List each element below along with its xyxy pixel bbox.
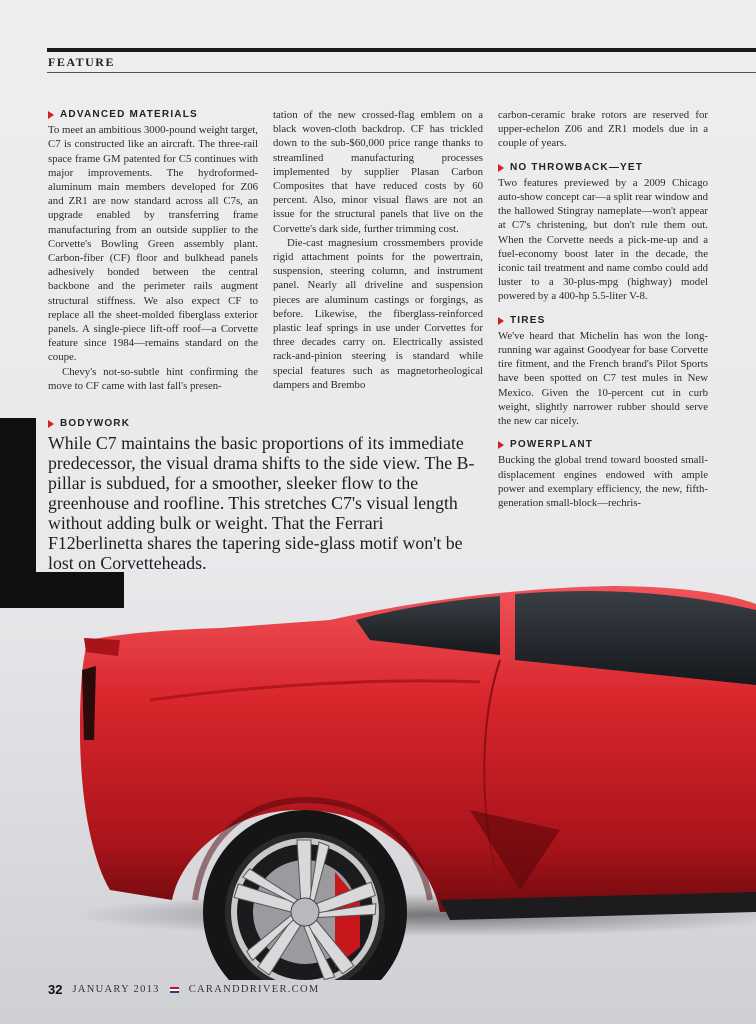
page-number: 32 xyxy=(48,982,63,997)
issue-date: JANUARY 2013 xyxy=(72,984,160,995)
subhead-tires: TIRES xyxy=(498,314,708,328)
paragraph: To meet an ambitious 3000-pound weight target, C7 is constructed like an aircraft. The three-rail space frame GM patented for C5 continues with major improvements. The hydroformed-aluminum main members developed for Z06 and ZR1 are now standard across all C7s, an upgrade enabled by transferring frame manufacturing from an outside supplier to the Corvette's Bowling Green assembly plant. Carbon-fiber (CF) floor and bulkhead panels adhesively bonded between the central backbone and the perimeter rails augment structural stiffness. We also expect CF to replace all the sheet-molded fiberglass exterior panels. A single-piece lift-off roof—a Corvette feature since 1984—remains standard on the coupe. xyxy=(48,124,258,364)
website: CARANDDRIVER.COM xyxy=(188,984,320,995)
rear-wheel xyxy=(203,810,407,980)
paragraph: carbon-ceramic brake rotors are reserved for upper-echelon Z06 and ZR1 models due in a couple of years. xyxy=(498,109,708,150)
corvette-photo xyxy=(0,560,756,980)
subhead-bodywork: BODYWORK xyxy=(48,418,478,429)
flag-icon xyxy=(170,987,179,993)
section-label: FEATURE xyxy=(48,55,115,69)
column-3 xyxy=(498,108,708,510)
subhead-no-throwback: NO THROWBACK—YET xyxy=(498,161,708,175)
page-footer xyxy=(48,982,320,997)
paragraph: tation of the new crossed-flag emblem on a black woven-cloth backdrop. CF has trickled down to the sub-$60,000 price range thanks to streamlined manufacturing processes implemented by supplier Plasan Carbon Composites that have reduced costs by 60 percent. Also, minor visual flaws are not an issue for the structural panels that live on the Corvette's dark side, further trimming cost. xyxy=(273,109,483,235)
triangle-bullet-icon xyxy=(498,164,504,172)
column-2 xyxy=(273,108,483,392)
column-1 xyxy=(48,108,258,393)
paragraph: Two features previewed by a 2009 Chicago auto-show concept car—a split rear window and the hallowed Stingray nameplate—won't appear at C7's christening, but don't rule them out. When the Corvette needs a pick-me-up and a fuel-economy boost later in the decade, the iconic tail treatment and name combo could add luster to a 30-plus-mpg (highway) model powered by a 400-hp 5.5-liter V-8. xyxy=(498,176,708,303)
tail-light xyxy=(82,666,96,740)
subhead-powerplant: POWERPLANT xyxy=(498,438,708,452)
paragraph: We've heard that Michelin has won the long-running war against Goodyear for base Corvette tire fitment, and the French brand's Pilot Sports have been spotted on C7 test mules in New Mexico. Given the 10-percent cut in curb weight, slightly narrower rubber should serve the new car nicely. xyxy=(498,329,708,428)
paragraph: Bucking the global trend toward boosted small-displacement engines endowed with ample power and exemplary efficiency, the new, fifth-generation small-block—rechris- xyxy=(498,454,708,510)
bodywork-callout: While C7 maintains the basic proportions of its immediate predecessor, the visual drama shifts to the side view. The B-pillar is subdued, for a smoother, sleeker flow to the greenhouse and roofline. This stretches C7's visual length without adding bulk or weight. That the Ferrari F12berlinetta shares the tapering side-glass motif won't be lost on Corvetteheads. xyxy=(48,433,475,573)
header-rule xyxy=(47,48,756,52)
triangle-bullet-icon xyxy=(48,111,54,119)
subhead-advanced-materials: ADVANCED MATERIALS xyxy=(48,108,258,122)
bodywork-block xyxy=(48,418,478,573)
header-divider xyxy=(47,72,756,73)
paragraph: Chevy's not-so-subtle hint confirming the move to CF came with last fall's presen- xyxy=(48,365,258,392)
triangle-bullet-icon xyxy=(48,420,54,428)
triangle-bullet-icon xyxy=(498,441,504,449)
triangle-bullet-icon xyxy=(498,317,504,325)
paragraph: Die-cast magnesium crossmembers provide rigid attachment points for the powertrain, suspension, steering column, and instrument panel. Nearly all driveline and suspension pieces are aluminum castings or forgings, as before. Likewise, the fiberglass-reinforced plastic leaf springs in use under Corvettes for three decades carry on. Electrically assisted rack-and-pinion steering is standard while special features such as magnetorheological dampers and Brembo xyxy=(273,236,483,391)
